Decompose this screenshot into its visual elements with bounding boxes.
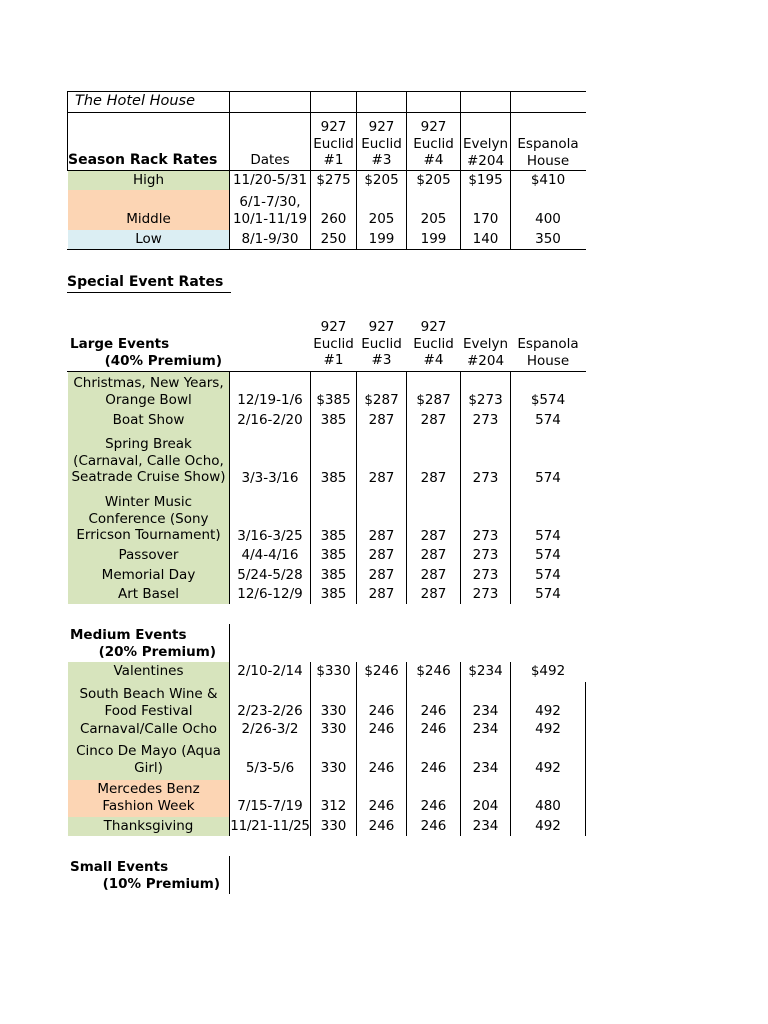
event-name: Passover [118, 547, 179, 563]
rate-cell: $410 [530, 172, 566, 188]
property-header: 927 Euclid #3 [361, 119, 402, 168]
rate-cell: 287 [420, 567, 447, 583]
rate-cell: 246 [420, 721, 447, 737]
rate-cell: 205 [420, 211, 447, 227]
rate-cell: $275 [316, 172, 351, 188]
rate-cell: 350 [535, 231, 561, 247]
small-events-premium: (10% Premium) [102, 876, 220, 892]
rate-cell: 234 [472, 721, 499, 737]
event-name: Christmas, New Years, Orange Bowl [73, 375, 224, 408]
rate-cell: 287 [420, 412, 447, 428]
property-header: 927 Euclid #4 [413, 319, 454, 368]
rate-cell: $246 [416, 663, 451, 679]
property-header: Espanola House [517, 336, 579, 369]
rate-cell: 199 [368, 231, 395, 247]
special-event-heading: Special Event Rates [67, 274, 224, 290]
event-name: Winter Music Conference (Sony Erricson Tournament) [76, 494, 221, 543]
event-dates: 2/26-3/2 [241, 721, 299, 737]
property-header: 927 Euclid #3 [361, 319, 402, 368]
rate-cell: 287 [368, 412, 395, 428]
rate-cell: 400 [535, 211, 561, 227]
event-dates: 7/15-7/19 [237, 798, 303, 814]
event-name: Boat Show [112, 412, 185, 428]
rate-cell: 273 [472, 586, 499, 602]
event-name: Cinco De Mayo (Aqua Girl) [76, 743, 221, 776]
event-name: Memorial Day [101, 567, 196, 583]
rate-cell: 574 [535, 470, 561, 486]
rate-cell: $385 [316, 392, 351, 408]
rate-cell: 492 [535, 760, 561, 776]
rate-cell: 234 [472, 703, 499, 719]
rate-cell: 574 [535, 567, 561, 583]
rate-cell: 480 [535, 798, 561, 814]
rate-cell: $234 [468, 663, 503, 679]
rate-cell: 492 [535, 703, 561, 719]
season-label: Low [135, 231, 162, 247]
rate-cell: 492 [535, 721, 561, 737]
rate-cell: 204 [472, 798, 499, 814]
rate-cell: 250 [320, 231, 347, 247]
grid-line [585, 682, 586, 836]
rate-cell: 246 [420, 703, 447, 719]
rate-cell: 287 [368, 586, 395, 602]
rate-cell: $246 [364, 663, 399, 679]
rate-cell: $287 [416, 392, 451, 408]
rate-cell: $205 [364, 172, 399, 188]
event-name: Carnaval/Calle Ocho [79, 721, 218, 737]
rate-cell: 287 [420, 547, 447, 563]
grid-line [67, 112, 586, 113]
rate-cell: 287 [368, 470, 395, 486]
rate-cell: 287 [368, 567, 395, 583]
rate-cell: 574 [535, 412, 561, 428]
rate-cell: 246 [420, 760, 447, 776]
rate-cell: 574 [535, 586, 561, 602]
rate-cell: 492 [535, 818, 561, 834]
rate-cell: $330 [316, 663, 351, 679]
rate-cell: 199 [420, 231, 447, 247]
event-dates: 2/23-2/26 [237, 703, 303, 719]
property-header: Evelyn #204 [462, 136, 509, 169]
grid-line [67, 249, 586, 250]
event-dates: 5/24-5/28 [237, 567, 303, 583]
rate-cell: 273 [472, 470, 499, 486]
rate-cell: 287 [368, 547, 395, 563]
large-events-heading: Large Events [70, 336, 170, 352]
season-dates: 6/1-7/30, 10/1-11/19 [232, 194, 308, 227]
grid-line [67, 371, 586, 372]
event-dates: 2/16-2/20 [237, 412, 303, 428]
rate-cell: $205 [416, 172, 451, 188]
season-label: Middle [126, 211, 171, 227]
property-header: Espanola House [517, 136, 579, 169]
event-dates: 11/21-11/25 [230, 818, 310, 834]
rate-cell: 574 [535, 528, 561, 544]
event-name: Spring Break (Carnaval, Calle Ocho, Seatrade Cruise Show) [71, 436, 226, 485]
grid-line [67, 91, 586, 92]
property-header: Evelyn #204 [462, 336, 509, 369]
large-events-premium: (40% Premium) [104, 353, 222, 369]
rate-cell: 574 [535, 547, 561, 563]
event-name: South Beach Wine & Food Festival [79, 686, 218, 719]
rate-cell: 287 [420, 586, 447, 602]
rate-cell: 330 [320, 703, 347, 719]
rate-cell: 273 [472, 412, 499, 428]
event-dates: 12/6-12/9 [237, 586, 303, 602]
event-name: Mercedes Benz Fashion Week [97, 781, 200, 814]
rate-cell: 246 [368, 721, 395, 737]
rate-cell: 385 [320, 567, 347, 583]
rate-cell: 170 [472, 211, 499, 227]
event-dates: 3/16-3/25 [237, 528, 303, 544]
rate-cell: $273 [468, 392, 503, 408]
rate-cell: $574 [530, 392, 566, 408]
rate-cell: 234 [472, 818, 499, 834]
rate-cell: 273 [472, 547, 499, 563]
grid-line [67, 170, 586, 171]
rate-cell: 246 [368, 798, 395, 814]
rate-cell: 330 [320, 721, 347, 737]
event-dates: 2/10-2/14 [237, 663, 303, 679]
rack-rates-heading: Season Rack Rates [68, 152, 218, 168]
property-header: 927 Euclid #1 [313, 119, 354, 168]
dates-header: Dates [250, 152, 290, 168]
hotel-title: The Hotel House [75, 93, 196, 109]
rate-cell: 287 [420, 470, 447, 486]
event-dates: 3/3-3/16 [241, 470, 299, 486]
rate-cell: 273 [472, 528, 499, 544]
season-label: High [132, 172, 165, 188]
rate-cell: 246 [368, 760, 395, 776]
rate-cell: $492 [530, 663, 566, 679]
special-heading-underline [67, 292, 231, 293]
rate-cell: 385 [320, 586, 347, 602]
event-dates: 12/19-1/6 [237, 392, 303, 408]
event-name: Valentines [113, 663, 184, 679]
small-events-heading: Small Events [70, 859, 169, 875]
property-header: 927 Euclid #1 [313, 319, 354, 368]
rate-cell: 246 [420, 798, 447, 814]
season-dates: 8/1-9/30 [241, 231, 299, 247]
rate-cell: 246 [368, 818, 395, 834]
medium-events-heading: Medium Events [70, 627, 187, 643]
rate-cell: 385 [320, 528, 347, 544]
rate-cell: 330 [320, 818, 347, 834]
rate-cell: 287 [420, 528, 447, 544]
rate-cell: 273 [472, 567, 499, 583]
rate-cell: 140 [472, 231, 499, 247]
rate-cell: 287 [368, 528, 395, 544]
rate-cell: 246 [368, 703, 395, 719]
rate-cell: 330 [320, 760, 347, 776]
rate-cell: 205 [368, 211, 395, 227]
season-dates: 11/20-5/31 [232, 172, 308, 188]
rate-cell: 385 [320, 412, 347, 428]
property-header: 927 Euclid #4 [413, 119, 454, 168]
rate-cell: 246 [420, 818, 447, 834]
rate-cell: 385 [320, 470, 347, 486]
rate-cell: 385 [320, 547, 347, 563]
rate-cell: $287 [364, 392, 399, 408]
event-name: Thanksgiving [103, 818, 194, 834]
rate-cell: $195 [468, 172, 503, 188]
rate-cell: 260 [320, 211, 347, 227]
rate-cell: 312 [320, 798, 347, 814]
rate-cell: 234 [472, 760, 499, 776]
event-dates: 5/3-5/6 [245, 760, 295, 776]
medium-events-premium: (20% Premium) [98, 644, 216, 660]
event-dates: 4/4-4/16 [241, 547, 299, 563]
event-name: Art Basel [118, 586, 179, 602]
